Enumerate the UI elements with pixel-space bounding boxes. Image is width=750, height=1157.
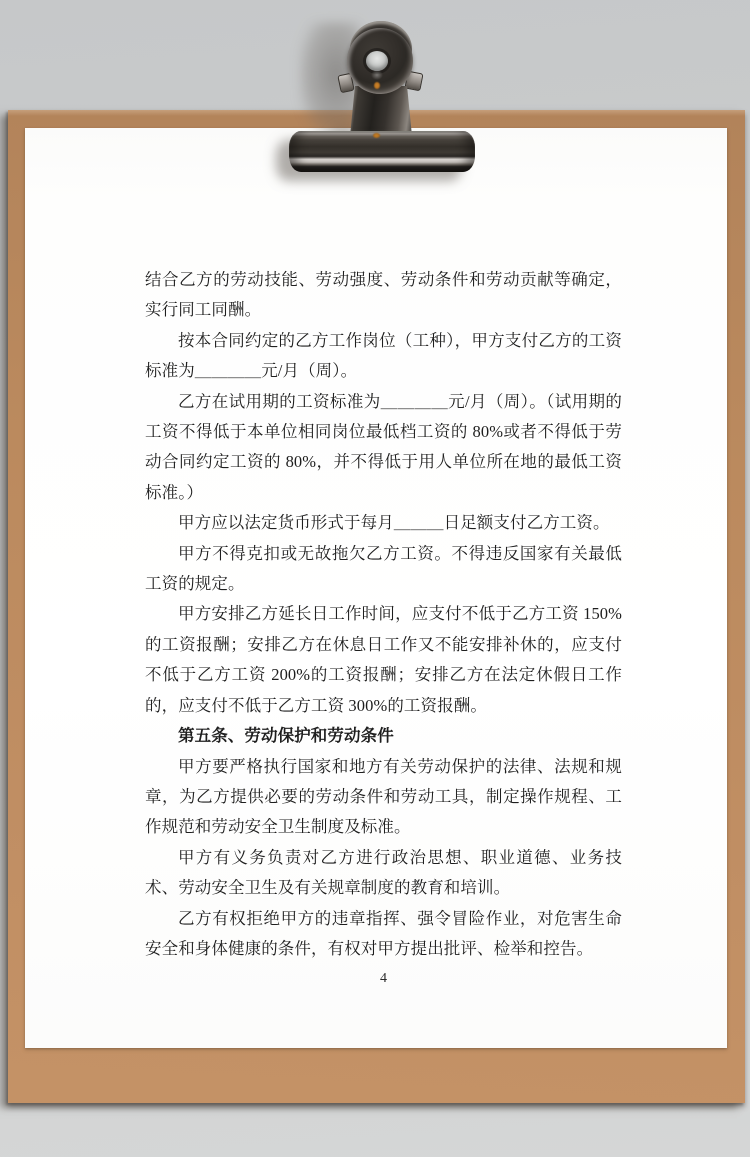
paragraph: 甲方应以法定货币形式于每月＿＿＿日足额支付乙方工资。	[178, 513, 610, 533]
paragraph: 甲方要严格执行国家和地方有关劳动保护的法律、法规和规章，为乙方提供必要的劳动条件和劳动工具，制定操作规程、工作规范和劳动安全卫生制度及标准。	[145, 756, 622, 837]
paragraph: 甲方安排乙方延长日工作时间，应支付不低于乙方工资 150%的工资报酬；安排乙方在休息日工作又不能安排补休的，应支付不低于乙方工资 200%的工资报酬；安排乙方在法定休假日工作的，应支付不低于乙方工资 300%的工资报酬。	[145, 604, 622, 715]
contract-paper	[25, 128, 727, 1048]
paragraph: 甲方有义务负责对乙方进行政治思想、职业道德、业务技术、劳动安全卫生及有关规章制度的教育和培训。	[145, 847, 622, 898]
paragraph: 乙方有权拒绝甲方的违章指挥、强令冒险作业，对危害生命安全和身体健康的条件，有权对甲方提出批评、检举和控告。	[145, 908, 622, 958]
paragraph: 甲方不得克扣或无故拖欠乙方工资。不得违反国家有关最低工资的规定。	[145, 543, 622, 594]
clipboard-board	[8, 110, 745, 1103]
page-number: 4	[380, 971, 387, 987]
document-body	[145, 265, 622, 964]
paragraph: 结合乙方的劳动技能、劳动强度、劳动条件和劳动贡献等确定，实行同工同酬。	[145, 270, 622, 320]
paragraph: 乙方在试用期的工资标准为＿＿＿＿元/月（周）。（试用期的工资不得低于本单位相同岗位最低档工资的 80%或者不得低于劳动合同约定工资的 80%，并不得低于用人单位所在地的最低工资标准。）	[145, 391, 622, 502]
paragraph: 第五条、劳动保护和劳动条件	[178, 726, 394, 746]
paragraph: 按本合同约定的乙方工作岗位（工种），甲方支付乙方的工资标准为＿＿＿＿元/月（周）。	[145, 330, 622, 381]
